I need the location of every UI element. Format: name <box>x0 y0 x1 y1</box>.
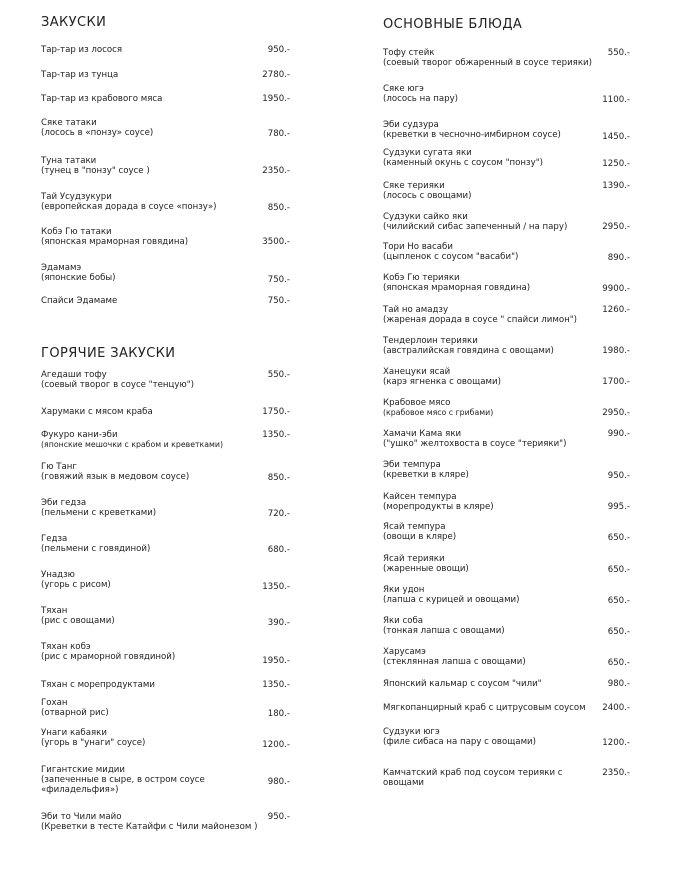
menu-price: 390.- <box>267 618 290 628</box>
menu-item: Гю Танг (говяжий язык в медовом соусе) <box>41 462 190 482</box>
menu-price: 1350.- <box>262 430 290 440</box>
menu-item: Тяхан с морепродуктами <box>41 680 155 690</box>
menu-price: 850.- <box>267 203 290 213</box>
menu-item: Харумаки с мясом краба <box>41 407 153 417</box>
menu-price: 720.- <box>267 509 290 519</box>
menu-price: 650.- <box>607 658 630 668</box>
menu-item: Унадзю (угорь с рисом) <box>41 570 111 590</box>
menu-item: Спайси Эдамаме <box>41 296 118 306</box>
menu-item: Ясай терияки (жаренные овощи) <box>383 554 469 574</box>
menu-price: 2780.- <box>262 70 290 80</box>
menu-item: Кобэ Гю татаки (японская мраморная говядина) <box>41 227 189 247</box>
menu-item: Гохан (отварной рис) <box>41 698 109 718</box>
section-title-hot-appetizers: ГОРЯЧИЕ ЗАКУСКИ <box>41 346 176 361</box>
menu-item: Ханецуки ясай (карэ ягненка с овощами) <box>383 367 501 387</box>
section-title-main-dishes: ОСНОВНЫЕ БЛЮДА <box>383 17 523 32</box>
menu-price: 750.- <box>267 275 290 285</box>
menu-price: 995.- <box>607 502 630 512</box>
menu-price: 680.- <box>267 545 290 555</box>
menu-price: 650.- <box>607 533 630 543</box>
menu-item: Эби темпура (креветки в кляре) <box>383 460 469 480</box>
menu-price: 1950.- <box>262 94 290 104</box>
menu-item: Эби судзура (креветки в чесночно-имбирном соусе) <box>383 120 561 140</box>
menu-item: Судзуки сугата яки (каменный окунь с соусом "понзу") <box>383 148 543 168</box>
menu-item: Гигантские мидии (запеченные в сыре, в остром соусе «филадельфия») <box>41 765 205 795</box>
menu-price: 2950.- <box>602 408 630 418</box>
menu-price: 990.- <box>607 429 630 439</box>
menu-price: 950.- <box>267 812 290 822</box>
menu-item: Японский кальмар с соусом "чили" <box>383 679 542 689</box>
menu-item: Мягкопанцирный краб с цитрусовым соусом <box>383 703 586 713</box>
menu-item: Хамачи Кама яки ("ушко" желтохвоста в соусе "терияки") <box>383 429 567 449</box>
menu-item: Судзуки югэ (филе сибаса на пару с овощами) <box>383 727 536 747</box>
menu-price: 1350.- <box>262 680 290 690</box>
menu-item: Унаги кабаяки (угорь в "унаги" соусе) <box>41 728 146 748</box>
menu-price: 1350.- <box>262 582 290 592</box>
menu-price: 1980.- <box>602 346 630 356</box>
menu-item: Фукуро кани-эби (японские мешочки с крабом и креветками) <box>41 430 224 449</box>
menu-price: 9900.- <box>602 284 630 294</box>
menu-price: 550.- <box>267 370 290 380</box>
menu-item: Ясай темпура (овощи в кляре) <box>383 522 457 542</box>
menu-price: 1260.- <box>602 305 630 315</box>
menu-price: 650.- <box>607 565 630 575</box>
menu-item: Эдамамэ (японские бобы) <box>41 263 116 283</box>
menu-price: 950.- <box>267 45 290 55</box>
menu-item: Агедаши тофу (соевый творог в соусе "тенцую") <box>41 370 195 390</box>
menu-price: 550.- <box>607 48 630 58</box>
menu-item: Тори Но васаби (цыпленок с соусом "васаби") <box>383 242 519 262</box>
menu-price: 650.- <box>607 596 630 606</box>
menu-item: Тяхан (рис с овощами) <box>41 606 115 626</box>
menu-price: 1200.- <box>602 738 630 748</box>
menu-item: Кобэ Гю терияки (японская мраморная говядина) <box>383 273 531 293</box>
menu-item: Тяхан кобэ (рис с мраморной говядиной) <box>41 642 176 662</box>
menu-item: Судзуки сайко яки (чилийский сибас запеченный / на пару) <box>383 212 568 232</box>
menu-price: 3500.- <box>262 237 290 247</box>
menu-price: 1250.- <box>602 159 630 169</box>
menu-price: 1450.- <box>602 132 630 142</box>
menu-price: 1700.- <box>602 377 630 387</box>
menu-item: Тар-тар из лосося <box>41 45 123 55</box>
menu-price: 850.- <box>267 473 290 483</box>
menu-item: Тофу стейк (соевый творог обжаренный в соусе терияки) <box>383 48 592 68</box>
menu-item: Туна татаки (тунец в "понзу" соусе ) <box>41 156 150 176</box>
menu-item: Харусамэ (стеклянная лапша с овощами) <box>383 647 526 667</box>
menu-item: Яки соба (тонкая лапша с овощами) <box>383 616 505 636</box>
menu-item: Тай Усудзукури (европейская дорада в соусе «понзу») <box>41 192 217 212</box>
menu-price: 980.- <box>607 679 630 689</box>
menu-price: 890.- <box>607 253 630 263</box>
menu-item: Сяке терияки (лосось с овощами) <box>383 181 472 201</box>
menu-price: 180.- <box>267 709 290 719</box>
menu-price: 2350.- <box>602 768 630 778</box>
menu-item: Сяке югэ (лосось на пару) <box>383 84 459 104</box>
menu-item: Тай но амадзу (жареная дорада в соусе " спайси лимон") <box>383 305 578 325</box>
menu-price: 980.- <box>267 777 290 787</box>
menu-price: 2950.- <box>602 222 630 232</box>
section-title-appetizers: ЗАКУСКИ <box>41 15 107 30</box>
menu-price: 1200.- <box>262 740 290 750</box>
menu-price: 1390.- <box>602 181 630 191</box>
menu-item: Тар-тар из крабового мяса <box>41 94 163 104</box>
menu-item: Яки удон (лапша с курицей и овощами) <box>383 585 520 605</box>
menu-price: 1950.- <box>262 656 290 666</box>
menu-price: 750.- <box>267 296 290 306</box>
menu-price: 780.- <box>267 129 290 139</box>
menu-price: 1100.- <box>602 95 630 105</box>
menu-item: Эби то Чили майо (Креветки в тесте Катайфи с Чили майонезом ) <box>41 812 258 832</box>
menu-price: 1750.- <box>262 407 290 417</box>
menu-item: Эби гедза (пельмени с креветками) <box>41 498 157 518</box>
menu-price: 950.- <box>607 471 630 481</box>
menu-item: Гедза (пельмени с говядиной) <box>41 534 151 554</box>
menu-price: 650.- <box>607 627 630 637</box>
menu-item: Сяке татаки (лосось в «понзу» соусе) <box>41 118 154 138</box>
menu-price: 2400.- <box>602 703 630 713</box>
menu-item: Тар-тар из тунца <box>41 70 119 80</box>
menu-item: Крабовое мясо (крабовое мясо с грибами) <box>383 398 494 417</box>
menu-item: Камчатский краб под соусом терияки с овощами <box>383 768 563 788</box>
menu-item: Кайсен темпура (морепродукты в кляре) <box>383 492 494 512</box>
menu-item: Тендерлоин терияки (австралийская говядина с овощами) <box>383 336 554 356</box>
menu-price: 2350.- <box>262 166 290 176</box>
